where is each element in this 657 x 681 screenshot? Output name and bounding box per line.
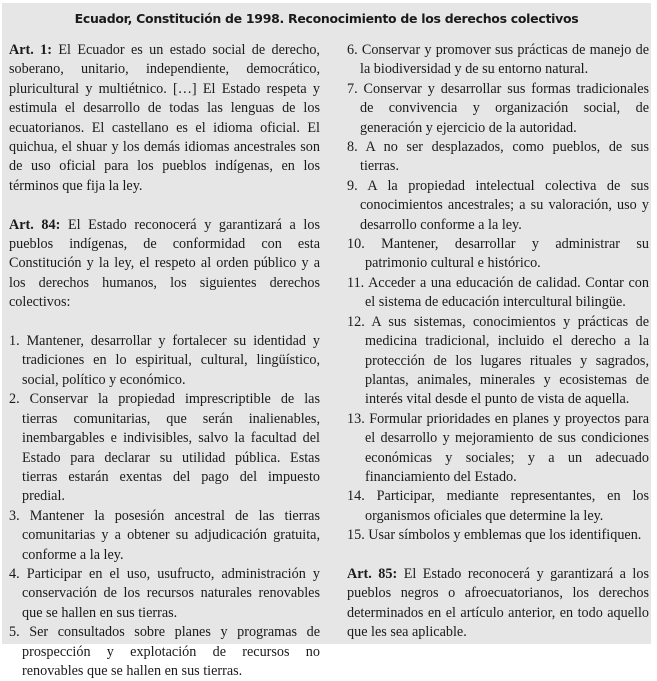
list-item: 13. Formular prioridades en planes y proyectos para el desarrollo y mejoramiento de sus condiciones económicas y sociales; y a un adecuado financiamiento del Estado. <box>347 410 649 485</box>
rights-list-part-1 <box>9 332 320 681</box>
left-column <box>9 41 320 681</box>
article-84-text: El Estado reconocerá y garantizará a los pueblos indígenas, de conformidad con esta Constitución y la ley, el respeto al orden público y a los derechos humanos, los siguientes derechos colectivos: <box>9 216 320 311</box>
spacer <box>347 546 649 565</box>
article-1-label: Art. 1: <box>9 42 52 58</box>
list-item: 4. Participar en el uso, usufructo, administración y conservación de los recursos naturales renovables que se hallen en sus tierras. <box>9 565 321 621</box>
document-box <box>2 3 651 679</box>
list-item: 1. Mantener, desarrollar y fortalecer su identidad y tradiciones en lo espiritual, cultural, lingüístico, social, político y económico. <box>9 333 320 388</box>
article-84-label: Art. 84: <box>9 216 61 233</box>
document-title: Ecuador, Constitución de 1998. Reconocimiento de los derechos colectivos <box>74 11 579 26</box>
article-1-text: El Ecuador es un estado social de derecho, soberano, unitario, independiente, democrático, pluricultural y multiétnico. […] El Estado respeta y estimula el desarrollo de todas las lenguas de los ecuatorianos. El castellano es el idioma oficial. El quichua, el shuar y los demás idiomas ancestrales son de uso oficial para los pueblos indígenas, en los términos que fija la ley. <box>9 42 320 194</box>
list-item: 6. Conservar y promover sus prácticas de manejo de la biodiversidad y de su entorno natural. <box>347 42 649 78</box>
list-item: 8. A no ser desplazados, como pueblos, de sus tierras. <box>347 139 649 175</box>
article-85-label: Art. 85: <box>347 565 398 582</box>
list-item: 14. Participar, mediante representantes, en los organismos oficiales que determine la ley. <box>347 488 650 524</box>
list-item: 5. Ser consultados sobre planes y programas de prospección y explotación de recursos no renovables que se hallen en sus tierras. <box>9 624 320 679</box>
article-85-text: El Estado reconocerá y garantizará a los pueblos negros o afroecuatorianos, los derechos determinados en el artículo anterior, en todo aquello que les sea aplicable. <box>347 565 649 641</box>
list-item: 12. A sus sistemas, conocimientos y prácticas de medicina tradicional, incluido el derecho a la protección de los lugares rituales y sagrados, plantas, animales, minerales y ecosistemas de interés vital desde el punto de vista de aquella. <box>347 313 649 408</box>
list-item: 11. Acceder a una educación de calidad. Contar con el sistema de educación intercultural bilingüe. <box>347 274 649 311</box>
right-column <box>347 41 649 662</box>
rights-list-part-3 <box>347 235 649 546</box>
list-item: 10. Mantener, desarrollar y administrar su patrimonio cultural e histórico. <box>347 236 649 272</box>
list-item: 7. Conservar y desarrollar sus formas tradicionales de convivencia y organización social, de generación y ejercicio de la autoridad. <box>347 80 650 136</box>
list-item: 9. A la propiedad intelectual colectiva de sus conocimientos ancestrales; a su valoración, uso y desarrollo conforme a la ley. <box>347 177 649 233</box>
list-item: 2. Conservar la propiedad imprescriptible de las tierras comunitarias, que serán inalienables, inembargables e indivisibles, salvo la facultad del Estado para declarar su utilidad pública. Estas tierras estarán exentas del pago del impuesto predial. <box>9 391 320 505</box>
article-1 <box>9 41 320 196</box>
article-84 <box>9 216 320 313</box>
list-item: 3. Mantener la posesión ancestral de las tierras comunitarias y a obtener su adjudicación gratuita, conforme a la ley. <box>9 507 320 563</box>
rights-list-part-2 <box>347 41 649 235</box>
list-item: 15. Usar símbolos y emblemas que los identifiquen. <box>347 527 642 544</box>
article-85 <box>347 565 649 643</box>
